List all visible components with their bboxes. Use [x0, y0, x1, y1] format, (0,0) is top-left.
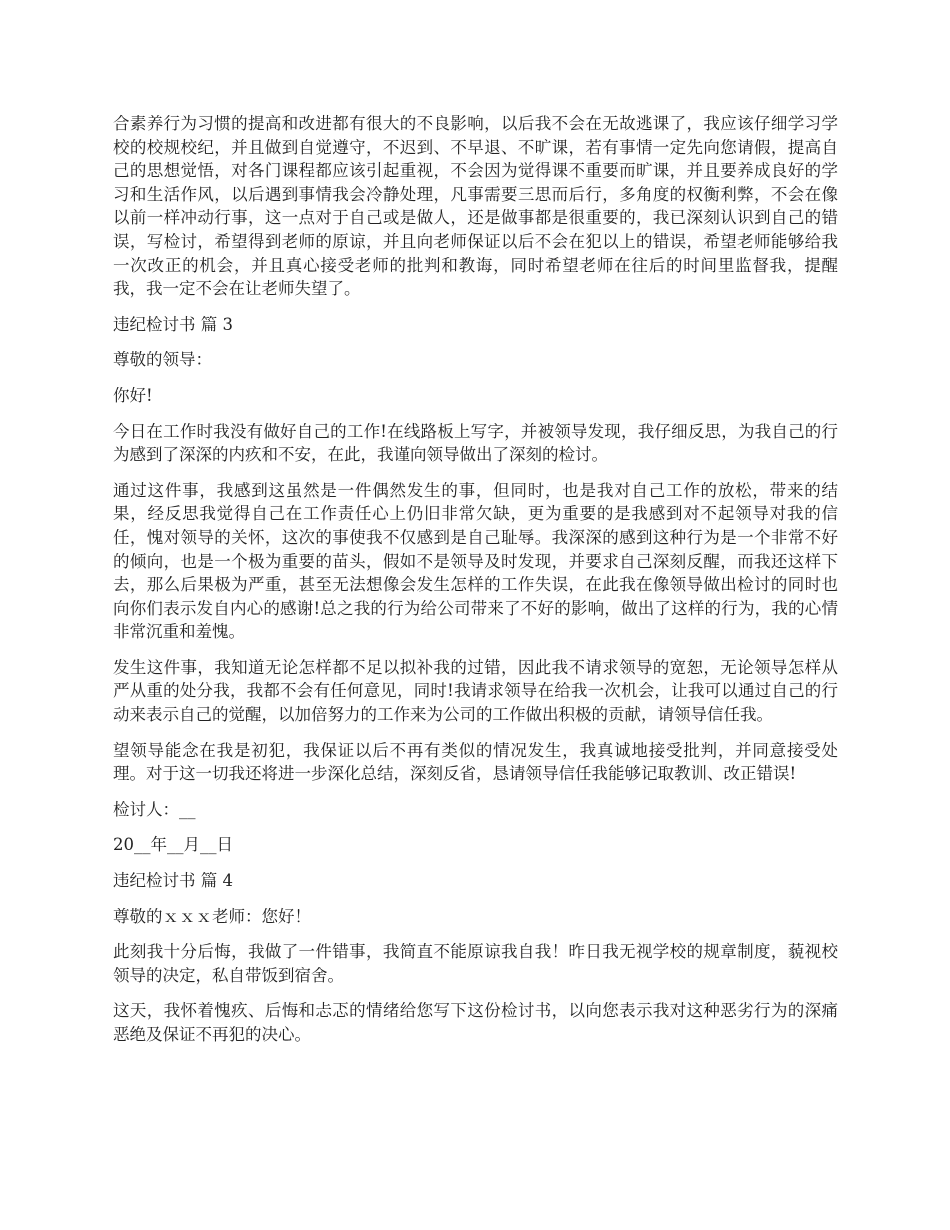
signature-line: 检讨人：__ [113, 799, 196, 819]
section-heading-3: 违纪检讨书 篇 3 [113, 314, 233, 334]
greeting: 你好! [113, 385, 153, 405]
date-line: 20__年__月__日 [113, 835, 233, 855]
salutation-leader: 尊敬的领导： [113, 350, 212, 370]
section-heading-4: 违纪检讨书 篇 4 [113, 871, 233, 891]
paragraph-reflection: 通过这件事，我感到这虽然是一件偶然发生的事，但同时，也是我对自己工作的放松，带来的结果，经反思我觉得自己在工作责任心上仍旧非常欠缺，更为重要的是我感到对不起领导对我的信任，愧对领导的关怀，这次的事使我不仅感到是自己耻辱。我深深的感到这种行为是一个非常不好的倾向，也是一个极为重要的苗头，假如不是领导及时发现，并要求自己深刻反醒，而我还这样下去，那么后果极为严重，甚至无法想像会发生怎样的工作失误，在此我在像领导做出检讨的同时也向你们表示发自内心的感谢!总之我的行为给公司带来了不好的影响，做出了这样的行为，我的心情非常沉重和羞愧。 [113, 480, 838, 642]
paragraph-incident: 今日在工作时我没有做好自己的工作!在线路板上写字，并被领导发现，我仔细反思，为我自己的行为感到了深深的内疚和不安，在此，我谨向领导做出了深刻的检讨。 [113, 421, 838, 465]
salutation-teacher: 尊敬的ｘｘｘ老师：您好！ [113, 906, 311, 926]
paragraph-promise: 望领导能念在我是初犯，我保证以后不再有类似的情况发生，我真诚地接受批判，并同意接受处理。对于这一切我还将进一步深化总结，深刻反省，恳请领导信任我能够记取教训、改正错误! [113, 740, 838, 784]
paragraph-continuation: 合素养行为习惯的提高和改进都有很大的不良影响，以后我不会在无故逃课了，我应该仔细学习学校的校规校纪，并且做到自觉遵守，不迟到、不早退、不旷课，若有事情一定先向您请假，提高自己的思想觉悟，对各门课程都应该引起重视，不会因为觉得课不重要而旷课，并且要养成良好的学习和生活作风，以后遇到事情我会冷静处理，凡事需要三思而后行，多角度的权衡利弊，不会在像以前一样冲动行事，这一点对于自己或是做人，还是做事都是很重要的，我已深刻认识到自己的错误，写检讨，希望得到老师的原谅，并且向老师保证以后不会在犯以上的错误，希望老师能够给我一次改正的机会，并且真心接受老师的批判和教诲，同时希望老师在往后的时间里监督我，提醒我，我一定不会在让老师失望了。 [113, 114, 838, 299]
paragraph-resolve: 这天，我怀着愧疚、后悔和忐忑的情绪给您写下这份检讨书，以向您表示我对这种恶劣行为的深痛恶绝及保证不再犯的决心。 [113, 1001, 838, 1044]
paragraph-regret: 此刻我十分后悔，我做了一件错事，我简直不能原谅我自我！昨日我无视学校的规章制度，藐视校领导的决定，私自带饭到宿舍。 [113, 942, 838, 985]
paragraph-request: 发生这件事，我知道无论怎样都不足以拟补我的过错，因此我不请求领导的宽恕，无论领导怎样从严从重的处分我，我都不会有任何意见，同时!我请求领导在给我一次机会，让我可以通过自己的行动来表示自己的觉醒，以加倍努力的工作来为公司的工作做出积极的贡献，请领导信任我。 [113, 657, 838, 725]
